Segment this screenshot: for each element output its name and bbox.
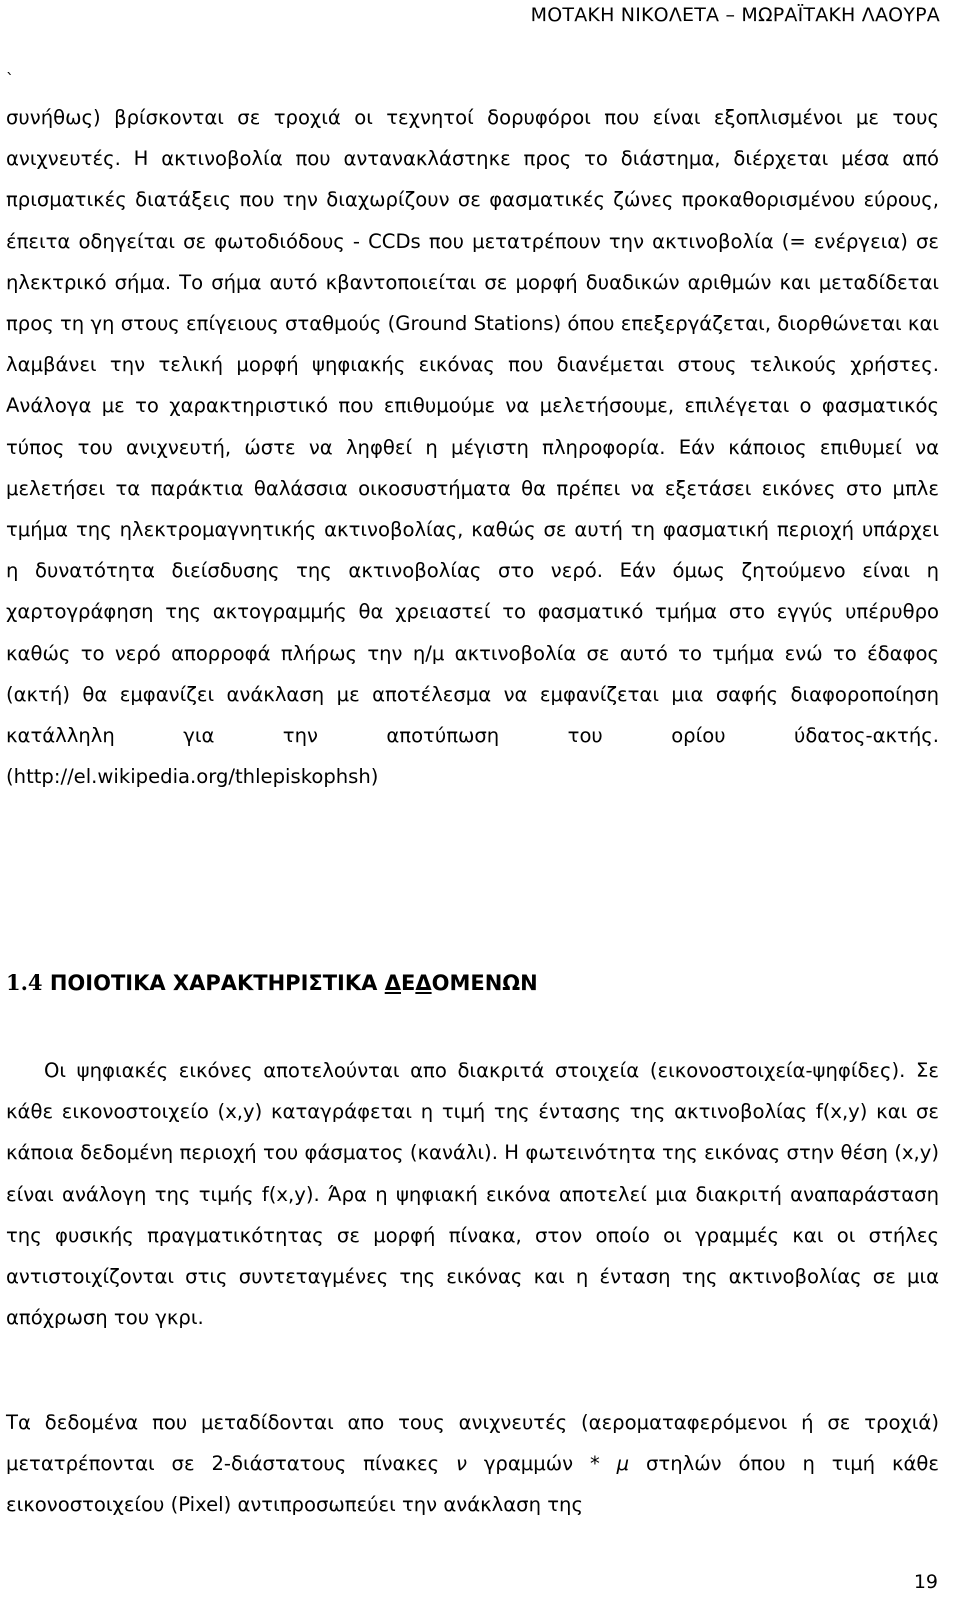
section-title-part-1: ΠΟΙΟΤΙΚΑ ΧΑΡΑΚΤΗΡΙΣΤΙΚΑ: [49, 971, 385, 995]
section-title-part-3: ΟΜΕΝΩΝ: [431, 971, 538, 995]
page-number: 19: [913, 1571, 938, 1593]
variable-n: ν: [455, 1452, 467, 1476]
section-number: 1.4: [6, 970, 43, 995]
section-heading: [6, 970, 538, 995]
variable-m: μ: [616, 1452, 630, 1476]
body-paragraph-3: [6, 1402, 939, 1526]
body-paragraph-2: Οι ψηφιακές εικόνες αποτελούνται απο διακριτά στοιχεία (εικονοστοιχεία-ψηφίδες). Σε κάθε εικονοστοιχείο (x,y) καταγράφεται η τιμή της έντασης της ακτινοβολίας f(x,y) και σε κάποια δεδομένη περιοχή του φάσματος (κανάλι). Η φωτεινότητα της εικόνας στην θέση (x,y) είναι ανάλογη της τιμής f(x,y). Άρα η ψηφιακή εικόνα αποτελεί μια διακριτή αναπαράσταση της φυσικής πραγματικότητας σε μορφή πίνακα, στον οποίο οι γραμμές και οι στήλες αντιστοιχίζονται στις συντεταγμένες της εικόνας και η ένταση της ακτινοβολίας σε μια απόχρωση του γκρι.: [6, 1059, 939, 1330]
section-title-underlined-2: Δ: [415, 971, 432, 995]
stray-mark: `: [6, 70, 14, 89]
running-header: ΜΟΤΑΚΗ ΝΙΚΟΛΕΤΑ – ΜΩΡΑΪΤΑΚΗ ΛΑΟΥΡΑ: [530, 4, 940, 26]
body-paragraph-1: συνήθως) βρίσκονται σε τροχιά οι τεχνητοί δορυφόροι που είναι εξοπλισμένοι με τους ανιχνευτές. Η ακτινοβολία που αντανακλάστηκε προς το διάστημα, διέρχεται μέσα από πρισματικές διατάξεις που την διαχωρίζουν σε φασματικές ζώνες προκαθορισμένου εύρους, έπειτα οδηγείται σε φωτοδιόδους - CCDs που μετατρέπουν την ακτινοβολία (= ενέργεια) σε ηλεκτρικό σήμα. Το σήμα αυτό κβαντοποιείται σε μορφή δυαδικών αριθμών και μεταδίδεται προς τη γη στους επίγειους σταθμούς (Ground Stations) όπου επεξεργάζεται, διορθώνεται και λαμβάνει την τελική μορφή ψηφιακής εικόνας που διανέμεται στους τελικούς χρήστες. Ανάλογα με το χαρακτηριστικό που επιθυμούμε να μελετήσουμε, επιλέγεται ο φασματικός τύπος του ανιχνευτή, ώστε να ληφθεί η μέγιστη πληροφορία. Εάν κάποιος επιθυμεί να μελετήσει τα παράκτια θαλάσσια οικοσυστήματα θα πρέπει να εξετάσει εικόνες στο μπλε τμήμα της ηλεκτρομαγνητικής ακτινοβολίας, καθώς σε αυτή τη φασματική περιοχή υπάρχει η δυνατότητα διείσδυσης της ακτινοβολίας στο νερό. Εάν όμως ζητούμενο είναι η χαρτογράφηση της ακτογραμμής θα χρειαστεί το φασματικό τμήμα στο εγγύς υπέρυθρο καθώς το νερό απορροφά πλήρως την η/μ ακτινοβολία σε αυτό το τμήμα ενώ το έδαφος (ακτή) θα εμφανίζει ανάκλαση με αποτέλεσμα να εμφανίζεται μια σαφής διαφοροποίηση κατάλληλη για την αποτύπωση του ορίου ύδατος-ακτής. (http://el.wikipedia.org/thlepiskophsh): [6, 106, 939, 789]
paragraph-3-text-a: Τα δεδομένα που μεταδίδονται απο τους ανιχνευτές (αεροματαφερόμενοι ή σε τροχιά) μετατρέπονται σε 2-διάστατους πίνακες: [6, 1411, 939, 1476]
paragraph-3-text-c: στηλών όπου η τιμή κάθε εικονοστοιχείου (Pixel) αντιπροσωπεύει την ανάκλαση της: [6, 1452, 940, 1517]
section-title-part-2: Ε: [400, 971, 416, 995]
paragraph-3-text-b: γραμμών *: [466, 1452, 617, 1476]
section-title-underlined-1: Δ: [384, 971, 401, 995]
